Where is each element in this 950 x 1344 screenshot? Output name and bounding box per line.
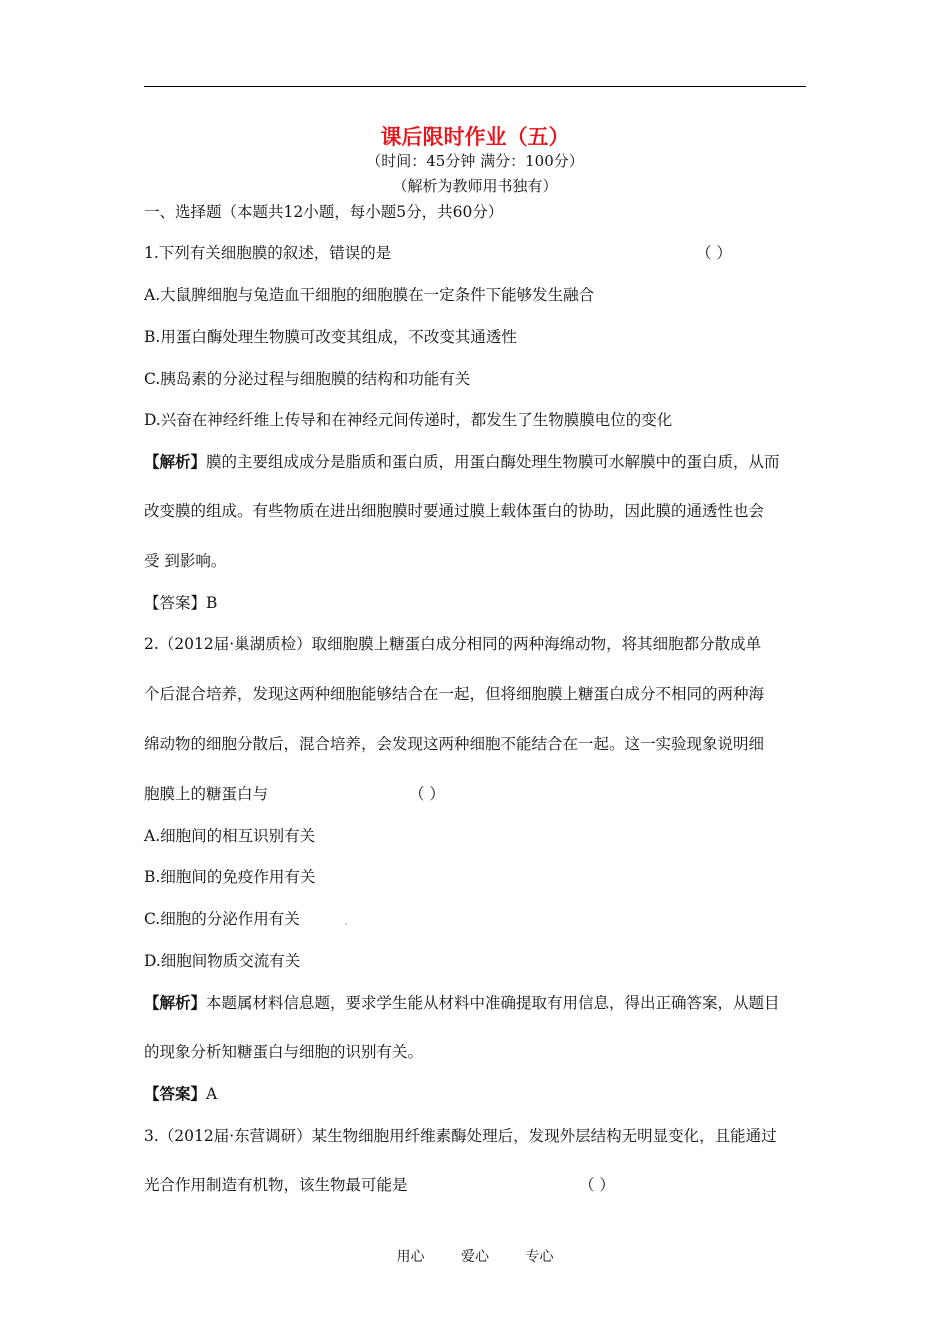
q3-stem-line-2: 光合作用制造有机物，该生物最可能是 — [144, 1176, 408, 1194]
q2-answer-line — [144, 1084, 217, 1104]
q1-option-d: D.兴奋在神经纤维上传导和在神经元间传递时，都发生了生物膜膜电位的变化 — [144, 411, 673, 429]
header-rule — [144, 86, 806, 87]
q1-option-a: A.大鼠脾细胞与兔造血干细胞的细胞膜在一定条件下能够发生融合 — [144, 286, 595, 304]
q1-analysis-line-1 — [144, 452, 780, 472]
q1-answer-tag: 【答案】 — [144, 594, 207, 612]
q2-answer: A — [206, 1085, 218, 1103]
q2-analysis-tag: 【解析】 — [144, 994, 207, 1012]
stray-dot-mark: . — [344, 914, 348, 928]
q2-stem-line-2: 个后混合培养，发现这两种细胞能够结合在一起，但将细胞膜上糖蛋白成分不相同的两种海 — [144, 685, 765, 703]
q1-option-c: C.胰岛素的分泌过程与细胞膜的结构和功能有关 — [144, 370, 471, 388]
q1-analysis-text: 膜的主要组成成分是脂质和蛋白质，用蛋白酶处理生物膜可水解膜中的蛋白质，从而 — [206, 453, 780, 471]
q2-option-d: D.细胞间物质交流有关 — [144, 952, 301, 970]
q2-answer-paren: （ ） — [409, 785, 445, 803]
q2-stem-line-4: 胞膜上的糖蛋白与 — [144, 785, 269, 803]
page-title: 课后限时作业（五） — [380, 125, 570, 149]
q2-stem-line-1: 2.（2012届·巢湖质检）取细胞膜上糖蛋白成分相同的两种海绵动物，将其细胞都分散成单 — [144, 635, 762, 653]
q2-stem-line-3: 绵动物的细胞分散后，混合培养，会发现这两种细胞不能结合在一起。这一实验现象说明细 — [144, 735, 765, 753]
q1-option-b: B.用蛋白酶处理生物膜可改变其组成，不改变其通透性 — [144, 328, 517, 346]
q2-option-c: C.细胞的分泌作用有关 — [144, 910, 300, 928]
q2-analysis-line-1 — [144, 993, 780, 1013]
q1-analysis-tag: 【解析】 — [144, 453, 207, 471]
q1-answer-paren: （ ） — [696, 244, 732, 262]
q1-analysis-line-2: 改变膜的组成。有些物质在进出细胞膜时要通过膜上载体蛋白的协助，因此膜的通透性也会 — [144, 502, 765, 520]
footer-item-2: 爱心 — [461, 1249, 489, 1265]
q2-analysis-line-2: 的现象分析知糖蛋白与细胞的识别有关。 — [144, 1043, 424, 1061]
q2-option-b: B.细胞间的免疫作用有关 — [144, 868, 316, 886]
q2-option-a: A.细胞间的相互识别有关 — [144, 827, 316, 845]
section-heading: 一、选择题（本题共12小题，每小题5分，共60分） — [144, 203, 504, 221]
page-subtitle: （时间：45分钟 满分：100分） — [366, 152, 584, 170]
q2-analysis-text: 本题属材料信息题，要求学生能从材料中准确提取有用信息，得出正确答案，从题目 — [206, 994, 780, 1012]
footer-item-3: 专心 — [525, 1249, 554, 1265]
q1-answer: B — [206, 594, 218, 612]
footer-item-1: 用心 — [396, 1249, 425, 1265]
q3-answer-paren: （ ） — [579, 1176, 615, 1194]
page-note: （解析为教师用书独有） — [392, 177, 558, 195]
q1-stem: 1.下列有关细胞膜的叙述，错误的是 — [144, 244, 392, 262]
q3-stem-line-1: 3.（2012届·东营调研）某生物细胞用纤维素酶处理后，发现外层结构无明显变化，且能通过 — [144, 1127, 777, 1145]
q1-analysis-line-3: 受 到影响。 — [144, 552, 227, 570]
q2-answer-tag: 【答案】 — [144, 1085, 207, 1103]
page-footer — [0, 1248, 950, 1266]
q1-answer-line — [144, 593, 217, 613]
